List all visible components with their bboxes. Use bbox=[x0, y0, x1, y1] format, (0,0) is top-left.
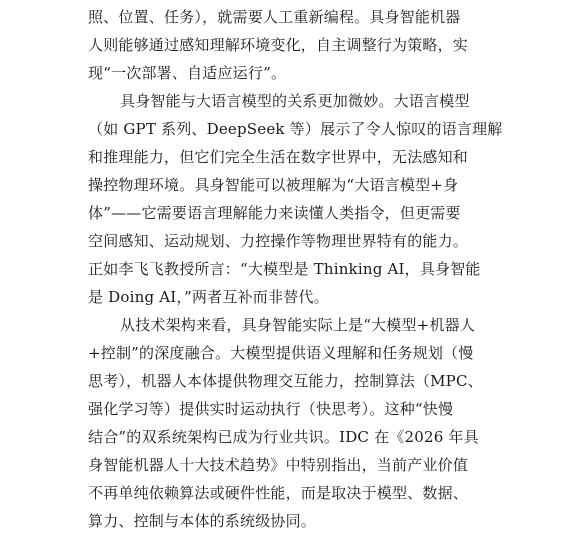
text-line-17: 身智能机器人十大技术趋势》中特别指出，当前产业价值 bbox=[88, 456, 469, 474]
text-line-15: 强化学习等）提供实时运动执行（快思考）。这种“快慢 bbox=[88, 400, 454, 418]
text-line-8: 体”——它需要语言理解能力来读懂人类指令，但更需要 bbox=[88, 204, 461, 222]
paragraph-2-line-1: 具身智能与大语言模型的关系更加微妙。大语言模型 bbox=[120, 92, 470, 110]
text-line-13: +控制”的深度融合。大模型提供语义理解和任务规划（慢 bbox=[88, 344, 474, 362]
text-line-9: 空间感知、运动规划、力控操作等物理世界特有的能力。 bbox=[88, 232, 469, 250]
text-line-7: 操控物理环境。具身智能可以被理解为“大语言模型+身 bbox=[88, 176, 459, 194]
text-line-10: 正如李飞飞教授所言：“大模型是 Thinking AI，具身智能 bbox=[88, 260, 481, 278]
text-line-18: 不再单纯依赖算法或硬件性能，而是取决于模型、数据、 bbox=[88, 484, 469, 502]
text-line-6: 和推理能力，但它们完全生活在数字世界中，无法感知和 bbox=[88, 148, 469, 166]
text-line-14: 思考），机器人本体提供物理交互能力，控制算法（MPC、 bbox=[88, 372, 483, 390]
text-line-19: 算力、控制与本体的系统级协同。 bbox=[88, 512, 317, 530]
text-line-2: 人则能够通过感知理解环境变化，自主调整行为策略，实 bbox=[88, 36, 469, 54]
text-line-16: 结合”的双系统架构已成为行业共识。IDC 在《2026 年具 bbox=[88, 428, 479, 446]
text-line-3: 现“一次部署、自适应运行”。 bbox=[88, 64, 287, 82]
text-line-5: （如 GPT 系列、DeepSeek 等）展示了令人惊叹的语言理解 bbox=[88, 120, 503, 138]
paragraph-3-line-1: 从技术架构来看，具身智能实际上是“大模型+机器人 bbox=[120, 316, 476, 334]
text-line-11: 是 Doing AI，”两者互补而非替代。 bbox=[88, 288, 329, 306]
text-line-1: 照、位置、任务），就需要人工重新编程。具身智能机器 bbox=[88, 8, 461, 26]
